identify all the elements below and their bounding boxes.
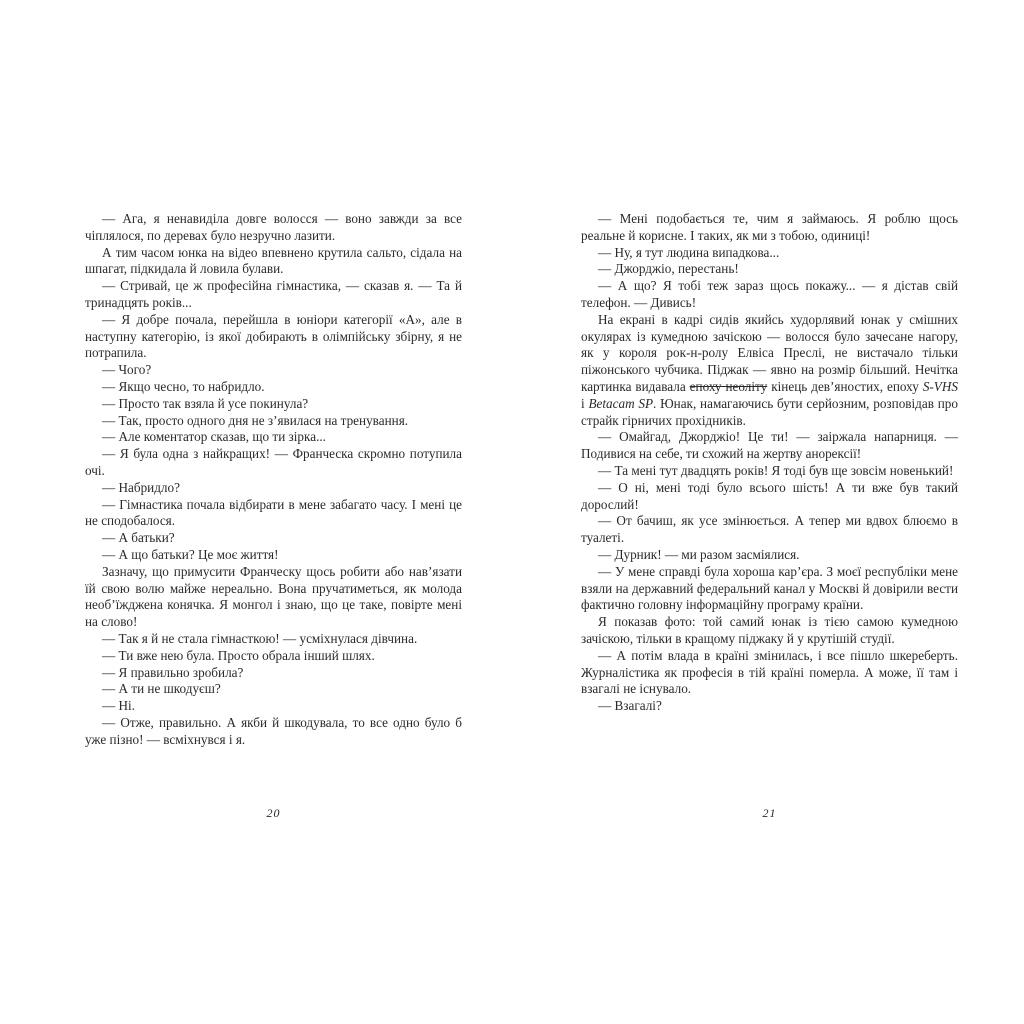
paragraph — [581, 245, 958, 262]
right-page-number: 21 — [762, 806, 777, 820]
paragraph — [85, 665, 462, 682]
text-run: — Та мені тут двадцять років! Я тоді був ще зовсім новенький! — [598, 462, 954, 478]
paragraph — [581, 429, 958, 463]
text-run: Зазначу, що примусити Франческу щось робити або нав’язати їй свою волю майже нереально. Вона пручатиметься, як молода необ’їжджена конячка. Я монгол і знаю, що це таке, повірте мені на слово! — [85, 563, 462, 630]
text-run: Betacam SP — [588, 395, 654, 411]
paragraph — [85, 681, 462, 698]
left-page-text — [85, 211, 462, 749]
paragraph — [581, 564, 958, 614]
text-run: — А батьки? — [102, 530, 175, 546]
paragraph — [85, 362, 462, 379]
text-run: — Якщо чесно, то набридло. — [102, 378, 265, 394]
paragraph — [85, 530, 462, 547]
paragraph — [581, 648, 958, 698]
paragraph — [85, 379, 462, 396]
paragraph — [581, 614, 958, 648]
paragraph — [581, 463, 958, 480]
text-run: Я показав фото: той самий юнак із тією самою кумедною зачіскою, тільки в кращому піджаку й у крутішій студії. — [581, 614, 958, 646]
text-run: — Ти вже нею була. Просто обрала інший шлях. — [102, 647, 375, 663]
text-run: — У мене справді була хороша кар’єра. З моєї республіки мене взяли на державний федеральний канал у Москві й довірили вести фактично головну інформаційну програму країни. — [581, 563, 958, 613]
paragraph — [581, 278, 958, 312]
paragraph — [85, 497, 462, 531]
paragraph — [581, 698, 958, 715]
text-run: А тим часом юнка на відео впевнено крутила сальто, сідала на шпагат, підкидала й ловила булави. — [85, 244, 462, 277]
text-run: — Гімнастика почала відбирати в мене забагато часу. І мені це не сподобалося. — [85, 496, 462, 529]
paragraph — [85, 278, 462, 312]
paragraph — [85, 631, 462, 648]
text-run: — Так, просто одного дня не з’явилася на тренування. — [102, 412, 409, 428]
text-run: — Ну, я тут людина випадкова... — [598, 244, 780, 260]
right-page-text — [581, 211, 958, 715]
paragraph — [85, 564, 462, 631]
text-run: — Стривай, це ж професійна гімнастика, — сказав я. — Та й тринадцять років... — [85, 278, 462, 310]
text-run: — О ні, мені тоді було всього шість! А ти вже був такий дорослий! — [581, 479, 958, 512]
paragraph — [85, 245, 462, 279]
text-run: — Чого? — [102, 362, 152, 378]
text-run: — Ні. — [102, 698, 135, 714]
text-run: — Дурник! — ми разом засміялися. — [598, 546, 800, 562]
paragraph — [85, 312, 462, 362]
paragraph — [581, 261, 958, 278]
paragraph — [85, 211, 462, 245]
text-run: — А потім влада в країні змінилась, і все пішло шкереберть. Журналістика як професія в тій країні померла. А може, її там і взагалі не існувало. — [581, 647, 958, 697]
paragraph — [85, 413, 462, 430]
paragraph — [85, 396, 462, 413]
paragraph — [85, 698, 462, 715]
text-run: — Я добре почала, перейшла в юніори категорії «А», але в наступну категорію, із якої добирають в олімпійську збірну, я не потрапила. — [85, 311, 462, 361]
paragraph — [581, 211, 958, 245]
paragraph — [85, 648, 462, 665]
text-run: — А ти не шкодуєш? — [102, 681, 221, 697]
paragraph — [85, 480, 462, 497]
text-run: — Отже, правильно. А якби й шкодувала, то все одно було б уже пізно! — всміхнувся і я. — [85, 714, 462, 747]
text-run: На екрані в кадрі сидів якийсь худорлявий юнак у смішних окулярах із кумедною зачіскою — волосся було зачесане нагору, як у короля рок-н-ролу Елвіса Преслі, не вистачало тільки піжонського чубчика. Піджак — явно на розмір більший. Нечітка картинка видавала — [581, 311, 958, 394]
text-run: — От бачиш, як усе змінюється. А тепер ми вдвох блюємо в туалеті. — [581, 513, 958, 546]
paragraph — [85, 715, 462, 749]
text-run: — Омайгад, Джорджіо! Це ти! — заіржала напарниця. — Подивися на себе, ти схожий на жертву анорексії! — [581, 429, 958, 462]
paragraph — [581, 480, 958, 514]
paragraph — [85, 429, 462, 446]
text-run: S-VHS — [922, 378, 958, 394]
text-run: — Я правильно зробила? — [102, 664, 244, 680]
paragraph — [85, 547, 462, 564]
paragraph — [85, 446, 462, 480]
paragraph — [581, 513, 958, 547]
paragraph — [581, 312, 958, 430]
text-run: — Так я й не стала гімнасткою! — усміхнулася дівчина. — [102, 630, 418, 646]
text-run: і — [581, 395, 589, 411]
text-run: — Але коментатор сказав, що ти зірка... — [102, 429, 326, 445]
text-run: — Я була одна з найкращих! — Франческа скромно потупила очі. — [85, 446, 462, 478]
text-run: . Юнак, намагаючись бути серйозним, розповідав про страйк гірничих прохідників. — [581, 395, 958, 428]
text-run: кінець дев’яностих, епоху — [767, 378, 923, 394]
text-run: — Джорджіо, перестань! — [598, 261, 739, 277]
text-run: — Просто так взяла й усе покинула? — [102, 395, 309, 411]
text-run: — А що? Я тобі теж зараз щось покажу... — я дістав свій телефон. — Дивись! — [581, 278, 958, 310]
left-page-number: 20 — [266, 806, 281, 820]
text-run: — Взагалі? — [598, 698, 662, 714]
text-run: епоху неоліту — [689, 378, 768, 394]
text-run: — Набридло? — [102, 479, 180, 495]
text-run: — Ага, я ненавиділа довге волосся — воно завжди за все чіплялося, по деревах було незручно лазити. — [85, 211, 462, 243]
text-run: — А що батьки? Це моє життя! — [102, 546, 279, 562]
paragraph — [581, 547, 958, 564]
text-run: — Мені подобається те, чим я займаюсь. Я роблю щось реальне й корисне. І таких, як ми з тобою, одиниці! — [581, 211, 958, 243]
